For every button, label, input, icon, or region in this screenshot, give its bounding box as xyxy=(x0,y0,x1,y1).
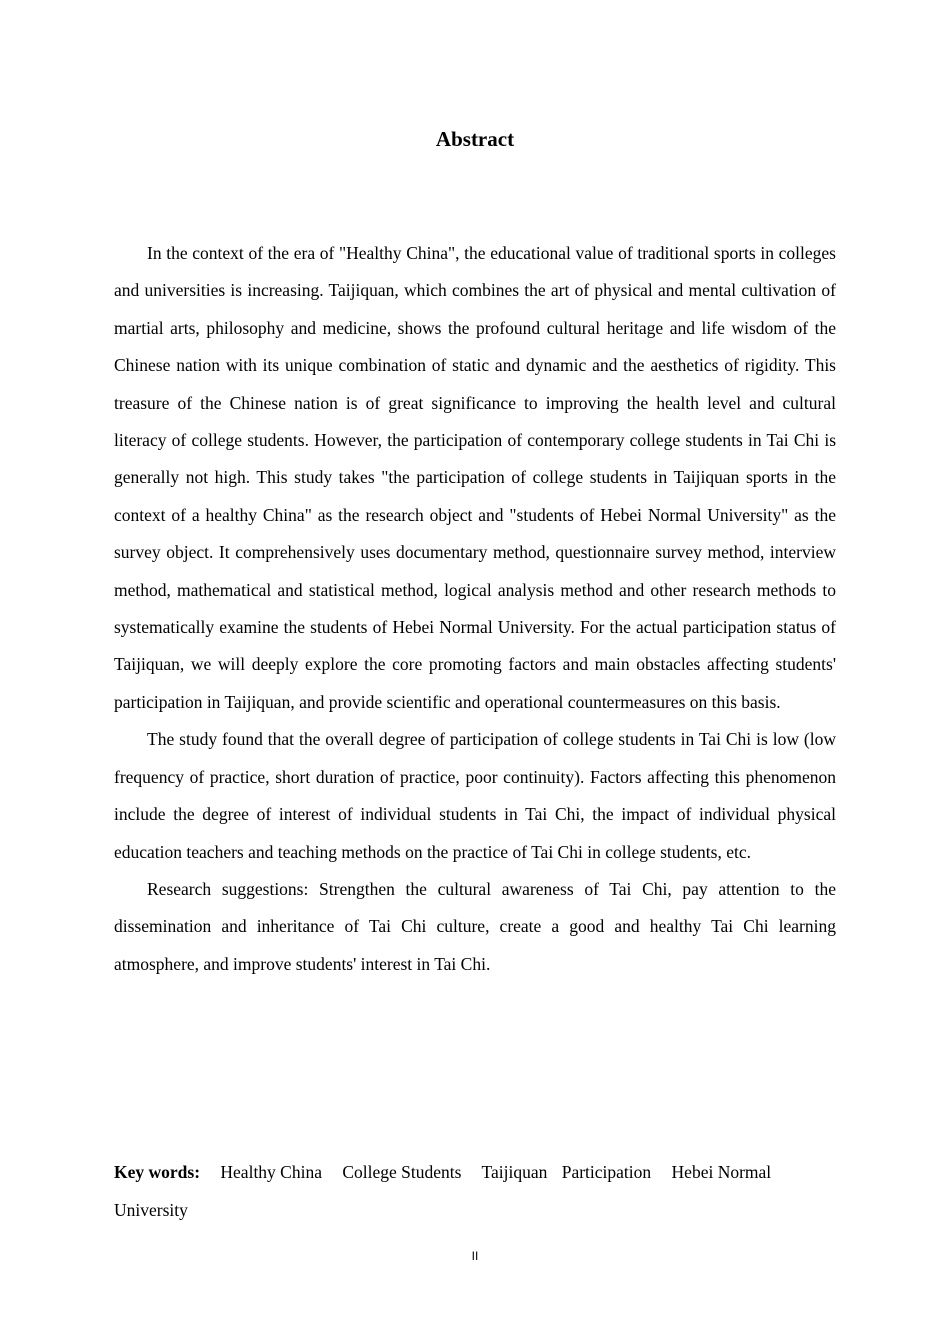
abstract-title: Abstract xyxy=(435,127,515,151)
page-number: II xyxy=(471,1249,479,1263)
keywords-line xyxy=(114,1153,836,1229)
keyword-item: College Students xyxy=(342,1162,462,1182)
keyword-item: Healthy China xyxy=(220,1162,322,1182)
keyword-item: Taijiquan xyxy=(481,1162,548,1182)
abstract-body xyxy=(114,235,836,983)
abstract-paragraph-3: Research suggestions: Strengthen the cultural awareness of Tai Chi, pay attention to the dissemination and inheritance of Tai Chi culture, create a good and healthy Tai Chi learning atmosphere, and improve students' interest in Tai Chi. xyxy=(114,878,836,974)
keyword-item: Hebei Normal University xyxy=(114,1162,772,1220)
abstract-paragraph-2: The study found that the overall degree of participation of college students in Tai Chi is low (low frequency of practice, short duration of practice, poor continuity). Factors affecting this phenomenon include the degree of interest of individual students in Tai Chi, the impact of individual physical education teachers and teaching methods on the practice of Tai Chi in college students, etc. xyxy=(114,729,836,862)
keyword-item: Participation xyxy=(561,1162,652,1182)
keywords-label: Key words: xyxy=(114,1162,201,1182)
abstract-paragraph-1: In the context of the era of "Healthy China", the educational value of traditional sports in colleges and universities is increasing. Taijiquan, which combines the art of physical and mental cultivation of martial arts, philosophy and medicine, shows the profound cultural heritage and life wisdom of the Chinese nation with its unique combination of static and dynamic and the aesthetics of rigidity. This treasure of the Chinese nation is of great significance to improving the health level and cultural literacy of college students. However, the participation of contemporary college students in Tai Chi is generally not high. This study takes "the participation of college students in Taijiquan sports in the context of a healthy China" as the research object and "students of Hebei Normal University" as the survey object. It comprehensively uses documentary method, questionnaire survey method, interview method, mathematical and statistical method, logical analysis method and other research methods to systematically examine the students of Hebei Normal University. For the actual participation status of Taijiquan, we will deeply explore the core promoting factors and main obstacles affecting students' participation in Taijiquan, and provide scientific and operational countermeasures on this basis. xyxy=(114,243,836,712)
